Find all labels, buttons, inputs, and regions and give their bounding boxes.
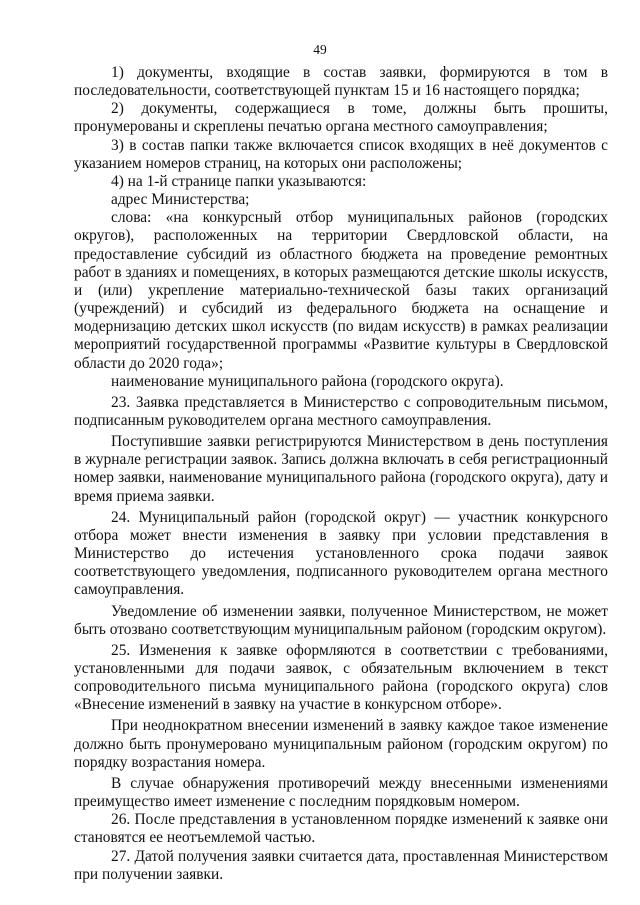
paragraph-item-4: 4) на 1-й странице папки указываются: — [111, 172, 367, 190]
paragraph-numbering: При неоднократном внесении изменений в заявку каждое такое изменение должно быть пронумеровано муниципальным районом (городским округом) по порядку возрастания номера. — [74, 717, 608, 771]
paragraph-clause-26: 26. После представления в установленном порядке изменений к заявке они становятся ее неотъемлемой частью. — [74, 811, 608, 847]
paragraph-item-2: 2) документы, содержащиеся в томе, должны быть прошиты, пронумерованы и скреплены печатью органа местного самоуправления; — [74, 100, 608, 136]
paragraph-clause-25: 25. Изменения к заявке оформляются в соответствии с требованиями, установленными для подачи заявок, с обязательным включением в текст сопроводительного письма муниципального района (городского округа) слов «Внесение изменений в заявку на участие в конкурсном отборе». — [74, 641, 608, 714]
paragraph-clause-23: 23. Заявка представляется в Министерство с сопроводительным письмом, подписанным руководителем органа местного самоуправления. — [74, 393, 608, 429]
paragraph-district-name: наименование муниципального района (городского округа). — [111, 372, 504, 390]
paragraph-item-1: 1) документы, входящие в состав заявки, формируются в том в последовательности, соответствующей пунктам 15 и 16 настоящего порядка; — [74, 64, 608, 100]
paragraph-ministry-address: адрес Министерства; — [111, 191, 250, 209]
page-number: 49 — [313, 42, 327, 57]
paragraph-contradictions: В случае обнаружения противоречий между внесенными изменениями преимущество имеет изменение с последним порядковым номером. — [74, 774, 608, 811]
paragraph-item-3: 3) в состав папки также включается список входящих в неё документов с указанием номеров страниц, на которых они расположены; — [74, 136, 608, 172]
paragraph-clause-27: 27. Датой получения заявки считается дата, проставленная Министерством при получении заявки. — [74, 847, 608, 883]
paragraph-registration: Поступившие заявки регистрируются Министерством в день поступления в журнале регистрации заявок. Запись должна включать в себя регистрационный номер заявки, наименование муниципального района (городского округа), дату и время приема заявки. — [74, 433, 608, 505]
document-body — [74, 64, 608, 884]
paragraph-notification: Уведомление об изменении заявки, полученное Министерством, не может быть отозвано соответствующим муниципальным районом (городским округом). — [74, 602, 608, 638]
paragraph-words: слова: «на конкурсный отбор муниципальных районов (городских округов), расположенных на территории Свердловской области, на предоставление субсидий из областного бюджета на проведение ремонтных работ в зданиях и помещениях, в которых размещаются детские школы искусств, и (или) укрепление материально-технической базы таких организаций (учреждений) и субсидий из федерального бюджета на оснащение и модернизацию детских школ искусств (по видам искусств) в рамках реализации мероприятий государственной программы «Развитие культуры в Свердловской области до 2020 года»; — [74, 209, 608, 372]
paragraph-clause-24: 24. Муниципальный район (городской округ) — участник конкурсного отбора может внести изменения в заявку при условии представления в Министерство до истечения установленного срока подачи заявок соответствующего уведомления, подписанного руководителем органа местного самоуправления. — [74, 508, 608, 599]
